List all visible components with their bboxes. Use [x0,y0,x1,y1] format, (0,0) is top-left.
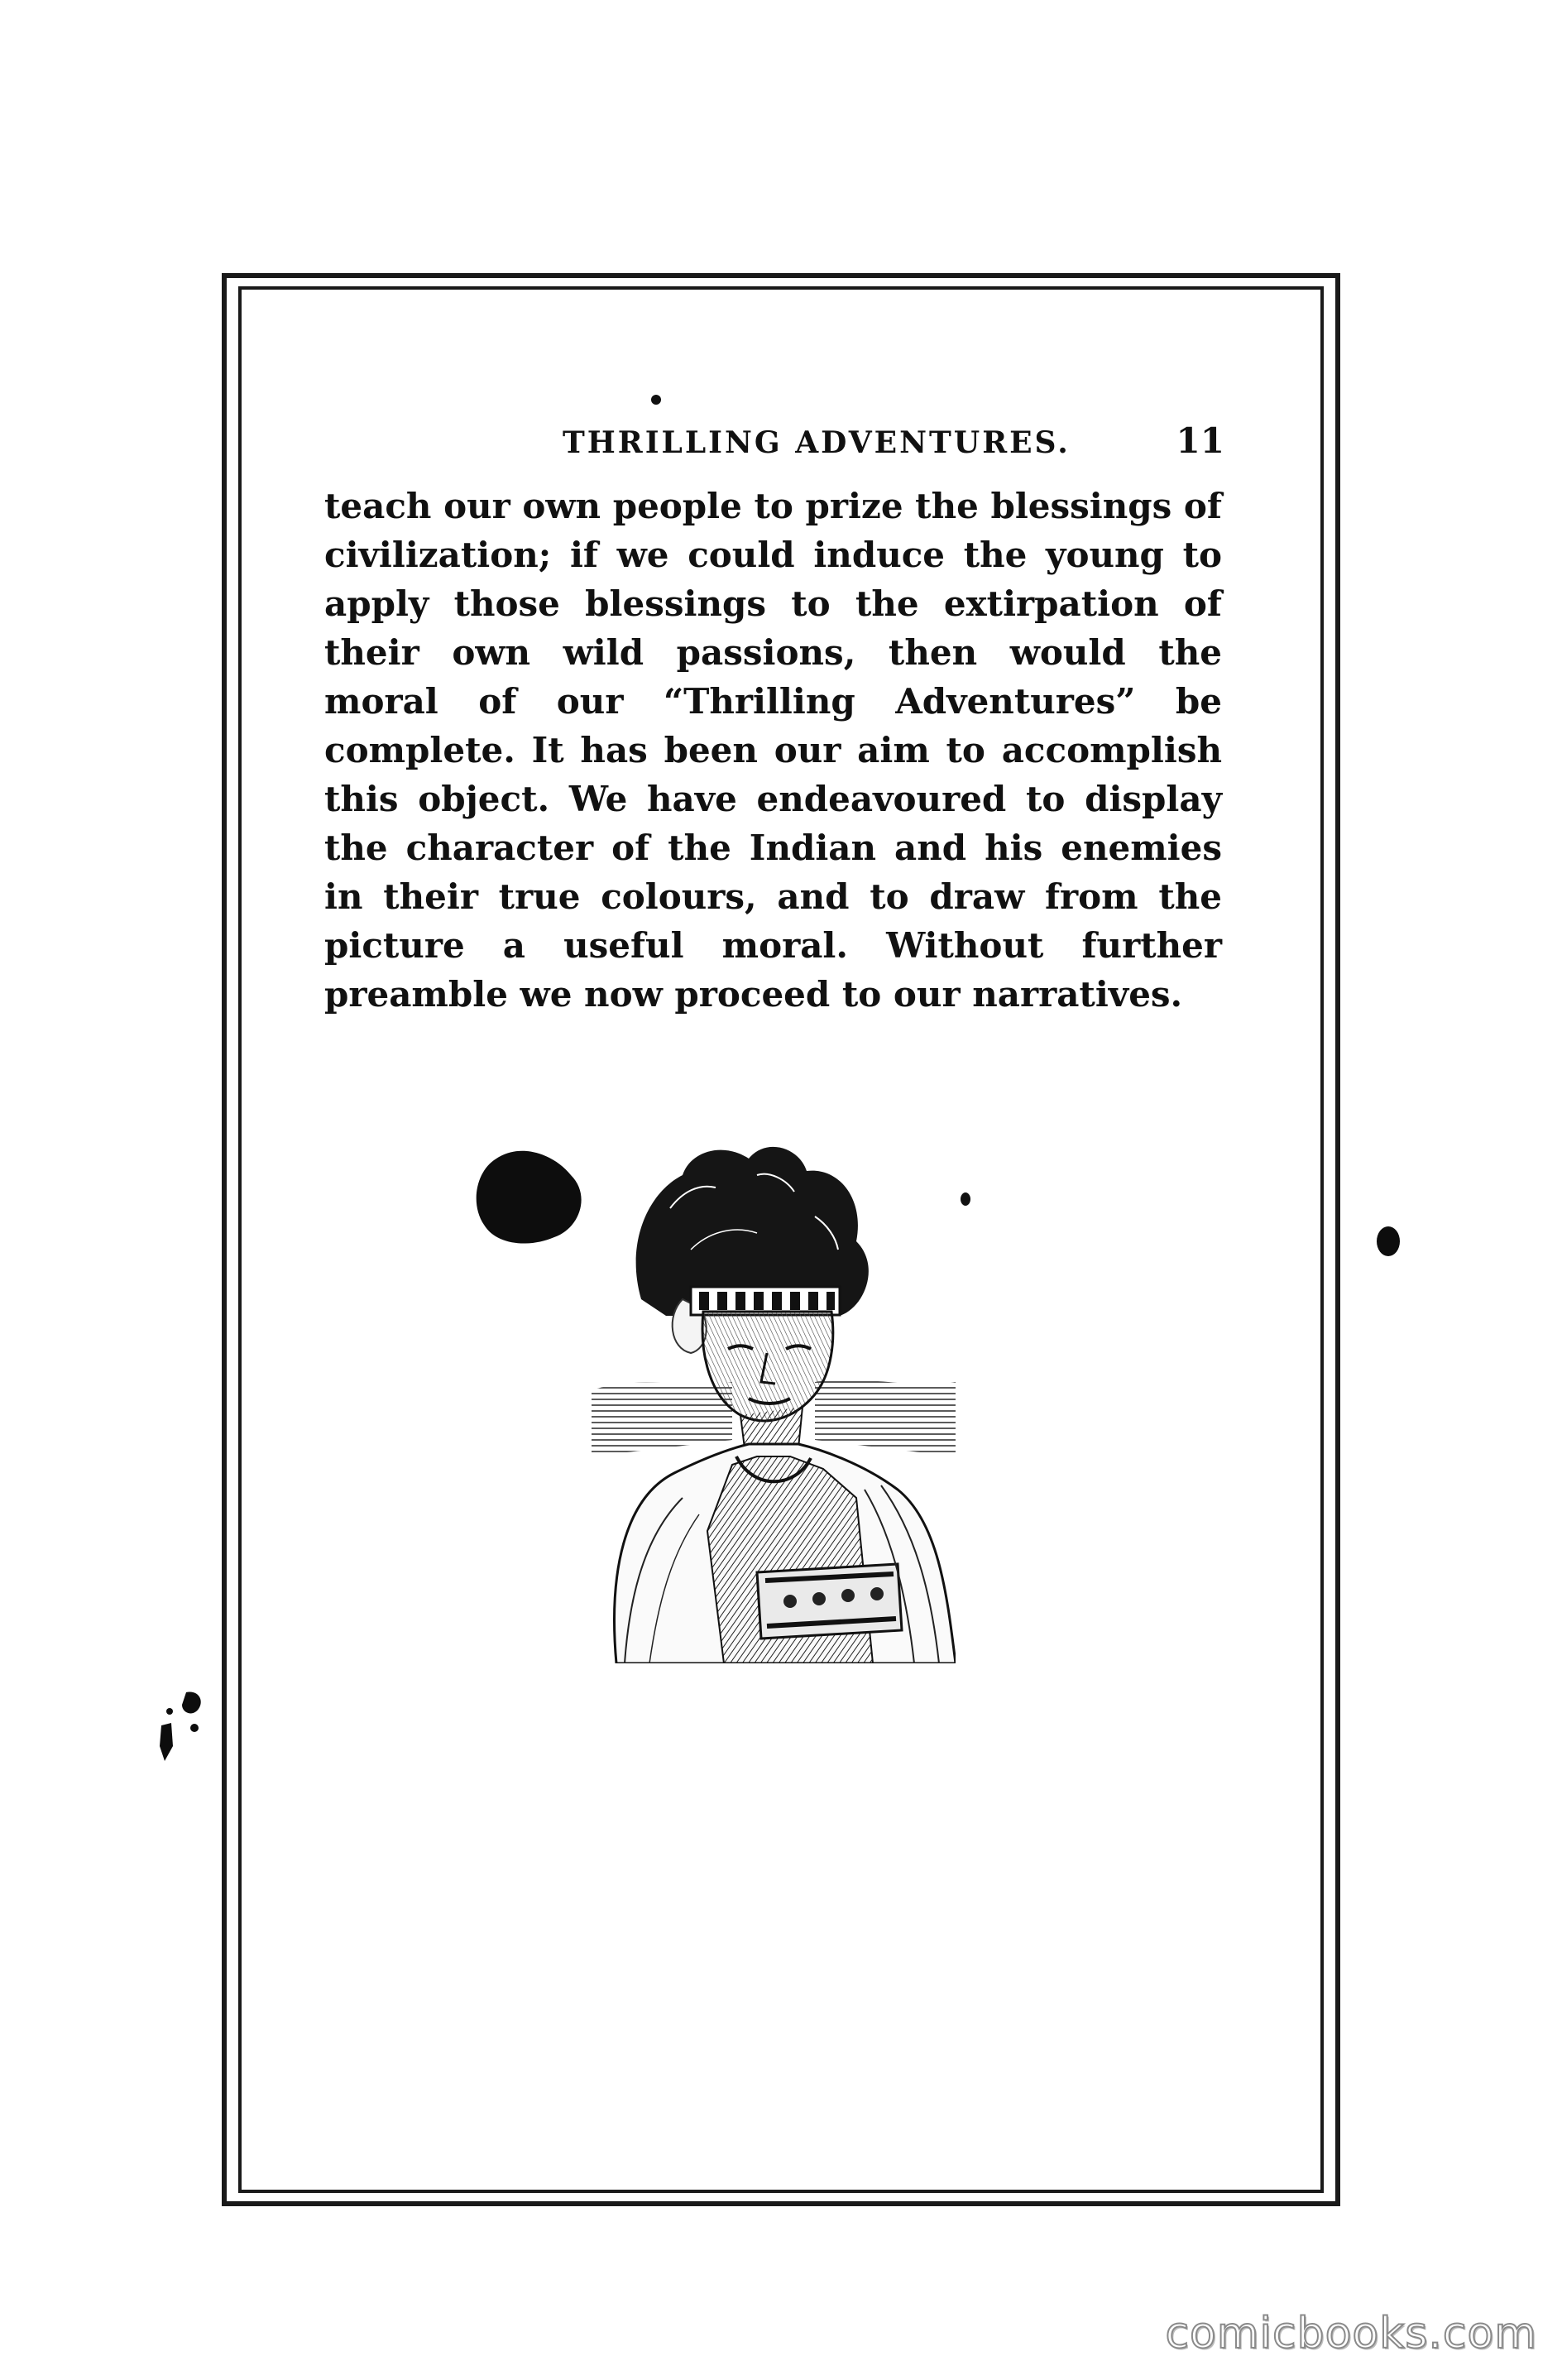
page-number: 11 [1176,420,1224,461]
ink-blot-large [463,1142,596,1250]
site-watermark: comicbooks.com [1165,2309,1537,2358]
ink-dot-small [960,1192,971,1207]
running-header [323,419,1224,468]
running-title: THRILLING ADVENTURES. [563,425,1071,460]
ink-dot-top [649,393,663,406]
ink-blot-right [1373,1223,1403,1260]
portrait-engraving [592,1142,956,1663]
body-paragraph: teach our own people to prize the blessings of civilization; if we could induce the young to apply those blessings to the extirpation of their own wild passions, then would the moral of our “Thrilling Adventures” be complete. It has been our aim to accomplish this object. We have endeavoured to display the character of the Indian and his enemies in their true colours, and to draw from the picture a useful moral. Without further preamble we now proceed to our narratives. [324,486,1222,1015]
ink-blot-left-margin [153,1688,211,1763]
